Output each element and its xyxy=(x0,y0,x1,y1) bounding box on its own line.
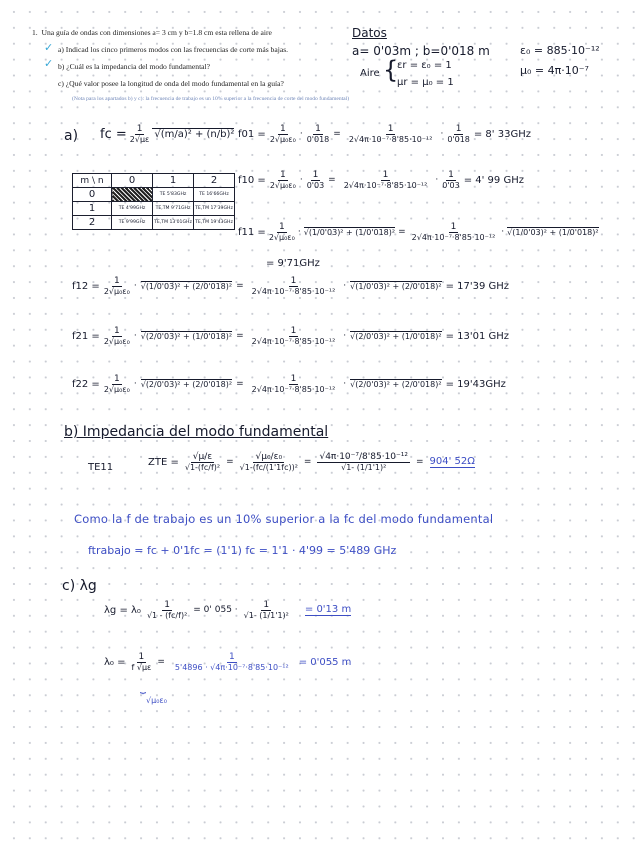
l0-lhs: λ₀ = xyxy=(104,656,126,668)
l0-result: = 0'055 m xyxy=(298,656,352,668)
frac-den: √1- (1/1'1)² xyxy=(243,611,289,620)
frac-den: 2√μ₀ε₀ xyxy=(103,287,130,296)
f10-lhs: f10 = xyxy=(238,174,266,186)
root-expr: (1/0'03)² + (2/0'018)² xyxy=(145,282,233,291)
frac-den: f √με xyxy=(131,663,152,672)
frac-den: √1-(fc/(1'1fc))² xyxy=(239,463,298,472)
frac-num: 1 xyxy=(228,652,235,662)
fc-formula: fc = $\frac{1}{2√\mu\varepsilon}$ √(m/a)² + (n/b)² xyxy=(100,124,235,144)
table-cell-empty xyxy=(112,188,153,202)
datos-er: εr = ε₀ = 1 xyxy=(397,60,452,71)
question-a: a) Indicad los cinco primeros modos con las frecuencias de corte más bajas. xyxy=(58,45,289,54)
frac-num: 1 xyxy=(138,652,145,662)
fc-lhs: fc = xyxy=(100,126,127,142)
table-cell: TE 16'66GHz xyxy=(194,188,235,202)
lg-result: = 0'13 m xyxy=(304,604,352,615)
frac-num: 1 xyxy=(290,374,297,384)
part-c-label: c) λg xyxy=(62,578,97,594)
fc-den: 2√με xyxy=(129,135,150,144)
frac-num: 1 xyxy=(113,326,120,336)
frac-num: 1 xyxy=(382,170,389,180)
frac-num: 1 xyxy=(312,170,319,180)
frac-den: 2√μ₀ε₀ xyxy=(269,135,296,144)
frac-den: 2√4π·10⁻⁷·8'85·10⁻¹² xyxy=(251,385,336,394)
f11-lhs: f11 = xyxy=(238,226,266,238)
table-row xyxy=(73,216,235,230)
underbrace-icon: ⏟ xyxy=(140,683,146,694)
root-expr: (2/0'03)² + (1/0'018)² xyxy=(145,332,233,341)
part-b-line1: Como la f de trabajo es un 10% superior a la fc del modo fundamental xyxy=(74,512,494,526)
table-row xyxy=(73,202,235,216)
frac-num: 1 xyxy=(455,124,462,134)
datos-title: Datos xyxy=(352,26,387,40)
frac-num: 1 xyxy=(450,222,457,232)
frac-den: 0'018 xyxy=(447,135,470,144)
frac-den: 2√μ₀ε₀ xyxy=(103,385,130,394)
lg-lhs: λg = λ₀ xyxy=(104,604,141,616)
frac-den: 2√4π·10⁻⁷·8'85·10⁻¹² xyxy=(251,337,336,346)
check-icon: ✓ xyxy=(44,57,54,70)
frac-num: 1 xyxy=(279,170,286,180)
frac-den: 0'018 xyxy=(306,135,330,144)
frac-den: 0'03 xyxy=(306,181,325,190)
frac-num: 1 xyxy=(164,600,170,610)
table-cell: TE,TM 13'01GHz xyxy=(153,216,194,230)
root-expr: (1/0'03)² + (2/0'018)² xyxy=(355,282,442,291)
f11-result: = 9'71GHz xyxy=(266,258,320,269)
zte-equation: ZTE = $\frac{√\mu/\varepsilon}{\text{√1-(fc/f)²}}$ = $\frac{\text{√μ₀/ε₀}}{\text{√1-(fc/(1'1fc))²}}$ = $\frac{\text{√4π·10⁻⁷/8'85·10⁻¹²}}{\text{√1- (1/1'1)²}}$ = 904' 52Ω xyxy=(148,452,475,472)
brace-icon: { xyxy=(383,56,399,84)
col-header: 0 xyxy=(112,174,153,188)
f12-equation: f12 = $\frac{1}{\text{2√μ₀ε₀}}$ · √(1/0'03)² + (2/0'018)² = $\frac{1}{\text{2√4π·10⁻⁷·8'85·10⁻¹²}}$ · √(1/0'03)² + (2/0'018)² = 17'39 GHz xyxy=(72,276,510,296)
frac-num: 1 xyxy=(290,276,297,286)
problem-statement xyxy=(32,28,272,37)
table-cell: TE,TM 19'43GHz xyxy=(194,216,235,230)
f01-result: = 8' 33GHz xyxy=(473,128,531,140)
frac-num: 1 xyxy=(290,326,297,336)
frac-den: 2√μ₀ε₀ xyxy=(268,233,295,242)
datos-dimensions: a= 0'03m ; b=0'018 m xyxy=(352,44,490,58)
lambda-g-equation xyxy=(104,600,351,620)
root-expr: (2/0'03)² + (2/0'018)² xyxy=(145,380,233,389)
problem-number: 1. xyxy=(32,28,38,37)
datos-mu0: μ₀ = 4π·10⁻⁷ xyxy=(520,64,589,77)
root-expr: (1/0'03)² + (1/0'018)² xyxy=(512,228,599,237)
frac-num: 1 xyxy=(448,170,454,180)
part-b-label: b) Impedancia del modo fundamental xyxy=(64,424,329,440)
f21-equation: f21 = $\frac{1}{\text{2√μ₀ε₀}}$ · √(2/0'03)² + (1/0'018)² = $\frac{1}{\text{2√4π·10⁻⁷·8'85·10⁻¹²}}$ · √(2/0'03)² + (1/0'018)² = 13'01 GHz xyxy=(72,326,510,346)
f21-result: = 13'01 GHz xyxy=(445,330,510,342)
f10-equation: f10 = $\frac{1}{\text{2√μ₀ε₀}}$ · $\frac{1}{0'03}$ = $\frac{1}{\text{2√4π·10⁻⁷·8'85·10⁻¹²}}$ · $\frac{1}{0'03}$ = 4' 99 GHz xyxy=(238,170,524,190)
frac-num: √μ/ε xyxy=(192,452,213,462)
f11-equation: f11 = $\frac{1}{\text{2√μ₀ε₀}}$ · √(1/0'03)² + (1/0'018)² = $\frac{1}{\text{2√4π·10⁻⁷·8'85·10⁻¹²}}$ · √(1/0'03)² + (1/0'018)² xyxy=(238,222,599,242)
frac-den: 0'03 xyxy=(442,181,460,190)
root-expr: (2/0'03)² + (2/0'018)² xyxy=(355,380,442,389)
frac-den: 2√4π·10⁻⁷·8'85·10⁻¹² xyxy=(348,135,433,144)
frac-den: 2√4π·10⁻⁷·8'85·10⁻¹² xyxy=(343,181,428,190)
frac-num: √4π·10⁻⁷/8'85·10⁻¹² xyxy=(319,452,408,462)
lg-mid: = 0' 055 · xyxy=(193,605,238,615)
part-a-label: a) xyxy=(64,128,79,144)
frac-den: 2√4π·10⁻⁷·8'85·10⁻¹² xyxy=(411,233,496,242)
frac-num: 1 xyxy=(113,374,120,384)
datos-epsilon0: ε₀ = 885·10⁻¹² xyxy=(520,44,600,57)
fc-root: (m/a)² + (n/b)² xyxy=(160,129,235,140)
table-cell: TE 4'99GHz xyxy=(112,202,153,216)
note-text: (Nota para los apartados b) y c): la frecuencia de trabajo es un 10% superior a la frecuencia de corte del modo fundamental) xyxy=(72,96,350,102)
modes-table xyxy=(72,173,235,230)
frac-num: 1 xyxy=(113,276,120,286)
f22-equation: f22 = $\frac{1}{\text{2√μ₀ε₀}}$ · √(2/0'03)² + (2/0'018)² = $\frac{1}{\text{2√4π·10⁻⁷·8'85·10⁻¹²}}$ · √(2/0'03)² + (2/0'018)² = 19'43GHz xyxy=(72,374,506,394)
frac-num: 1 xyxy=(263,600,270,610)
question-c: c) ¿Qué valor posee la longitud de onda del modo fundamental en la guía? xyxy=(58,79,284,88)
frac-den: √1-(fc/f)² xyxy=(184,463,221,472)
f22-lhs: f22 = xyxy=(72,378,100,390)
frac-den: √1- (1/1'1)² xyxy=(341,463,387,472)
root-expr: (2/0'03)² + (1/0'018)² xyxy=(355,332,442,341)
f21-lhs: f21 = xyxy=(72,330,100,342)
row-header: 0 xyxy=(73,188,112,202)
table-cell: TE 9'99GHz xyxy=(112,216,153,230)
frac-num: √μ₀/ε₀ xyxy=(255,452,283,462)
table-cell: TE,TM 9'71GHz xyxy=(153,202,194,216)
te11-label: TE11 xyxy=(88,462,114,473)
row-header: 1 xyxy=(73,202,112,216)
frac-num: 1 xyxy=(278,222,285,232)
f22-result: = 19'43GHz xyxy=(445,378,506,390)
table-cell: TE,TM 17'39GHz xyxy=(194,202,235,216)
problem-text: Una guía de ondas con dimensiones a= 3 cm y b=1.8 cm esta rellena de aire xyxy=(41,28,272,37)
col-header: 1 xyxy=(153,174,194,188)
question-b: b) ¿Cuál es la impedancia del modo fundamental? xyxy=(58,62,211,71)
f01-lhs: f01 = xyxy=(238,128,266,140)
table-row xyxy=(73,188,235,202)
check-icon: ✓ xyxy=(44,41,54,54)
frac-den: 5'4896 · √4π·10⁻⁷·8'85·10⁻¹² xyxy=(174,663,289,672)
col-header: 2 xyxy=(194,174,235,188)
frac-den: 2√μ₀ε₀ xyxy=(269,181,296,190)
frac-den: 2√μ₀ε₀ xyxy=(103,337,130,346)
frac-num: 1 xyxy=(387,124,394,134)
frac-num: 1 xyxy=(279,124,286,134)
corner-n: n xyxy=(97,175,104,186)
root-expr: (1/0'03)² + (1/0'018)² xyxy=(308,228,396,237)
f10-result: = 4' 99 GHz xyxy=(463,174,524,186)
lambda-0-equation: λ₀ = $\frac{1}{f √\mu\varepsilon}$ = $\frac{1}{\text{5'4896 · √4π·10⁻⁷·8'85·10⁻¹²}}$ = 0'055 m xyxy=(104,652,352,672)
f01-equation: f01 = $\frac{1}{\text{2√μ₀ε₀}}$ · $\frac{1}{0'018}$ = $\frac{1}{\text{2√4π·10⁻⁷·8'85·10⁻¹²}}$ · $\frac{1}{0'018}$ = 8' 33GHz xyxy=(238,124,531,144)
frac-num: 1 xyxy=(315,124,321,134)
datos-aire: Aire xyxy=(360,68,380,79)
corner-m: m xyxy=(80,175,90,186)
row-header: 2 xyxy=(73,216,112,230)
zte-result: 904' 52Ω xyxy=(429,456,475,467)
frac-den: √1 - (fc/f)² xyxy=(146,611,188,620)
fc-num: 1 xyxy=(136,124,143,134)
f12-lhs: f12 = xyxy=(72,280,100,292)
table-cell: TE 5'83GHz xyxy=(153,188,194,202)
part-b-line2: ftrabajo = fc + 0'1fc = (1'1) fc = 1'1 · 4'99 = 5'489 GHz xyxy=(88,544,397,557)
frac-den: 2√4π·10⁻⁷·8'85·10⁻¹² xyxy=(251,287,336,296)
zte-lhs: ZTE = xyxy=(148,456,179,468)
datos-ur: μr = μ₀ = 1 xyxy=(397,77,454,88)
l0-sub: √μ₀ε₀ xyxy=(146,696,167,705)
table-corner: m \ n xyxy=(73,174,112,188)
f12-result: = 17'39 GHz xyxy=(445,280,510,292)
